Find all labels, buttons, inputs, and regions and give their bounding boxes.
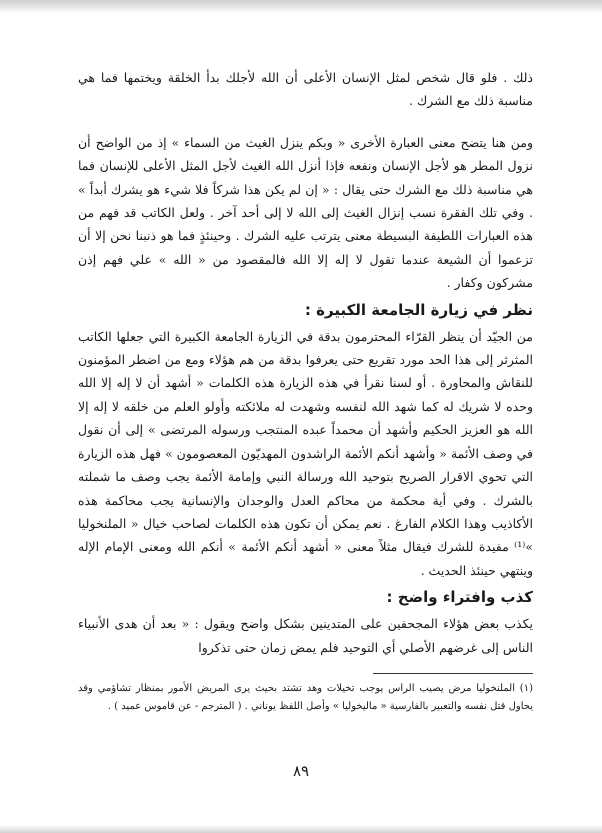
footnote: (١) الملنخوليا مرض يصيب الراس يوجب تخيلات وهد تشتد بحيث يرى المريض الأمور بمنظار تشاؤمي وقد يحاول قتل نفسه والتعبير بالفارسية « ماليخوليا » وأصل اللفظ يوناني . ( المترجم - عن قاموس عميد ) . <box>78 682 533 712</box>
section-heading-ziyara: نظر في زيارة الجامعة الكبيرة : <box>304 300 533 319</box>
footnote-divider <box>373 673 533 674</box>
section2-paragraph: يكذب بعض هؤلاء المجحفين على المتدينين بشكل واضح ويقول : « بعد أن هدى الأنبياء الناس إلى غرضهم الأصلي أي التوحيد فلم يمض زمان حتى تذكروا <box>78 616 533 655</box>
paragraph-gap <box>78 113 533 131</box>
intro-paragraph: ذلك . فلو قال شخص لمثل الإنسان الأعلى أن الله لأجلك بدأ الخلقة ويختمها فما هي مناسبة ذلك مع الشرك . <box>78 70 533 109</box>
page-top-shadow <box>0 0 602 14</box>
main-paragraph: ومن هنا يتضح معنى العبارة الأخرى « وبكم ينزل الغيث من السماء » إذ من الواضح أن نزول المطر هو لأجل الإنسان ونفعه فإذا أنزل الله الغيث لأجل المثل الأعلى للإنسان فما هي مناسبة ذلك مع الشرك حتى يقال : « إن لم يكن هذا شركاً فلا شيء هو يشرك أبداً » . وفي تلك الفقرة نسب إنزال الغيث إلى الله لا إلى أحد آخر . ولعل الكاتب قد فهم من هذه العبارات اللطيفة البسيطة معنى يترتب عليه الشرك . وحينئذٍ فما هو ذنبنا نحن إلا أن تزعموا أن الشيعة عندما تقول لا إله إلا الله فالمقصود من « الله » علي فهم إذن مشركون وكفار . <box>78 134 533 291</box>
section1-paragraph: من الجيّد أن ينظر القرّاء المحترمون بدقة في الزيارة الجامعة الكبيرة التي جعلها الكاتب المثرثر إلى هذا الحد مورد تقريع حتى يعرفوا بدقة من هم هؤلاء ومع من اضطر المؤمنون للنقاش والمحاورة . أو لسنا نقرأ في هذه الزيارة هذه الكلمات « أشهد أن لا إله إلا الله وحده لا شريك له كما شهد الله لنفسه وشهدت له ملائكته وأولو العلم من خلقه لا إله إلا الله هو العزيز الحكيم وأشهد أن محمداً عبده المنتجب ورسوله المرتضى » إلى أن نقول في وصف الأئمة « وأشهد أنكم الأئمة الراشدون المهديّون المعصومون » فهل هذه الزيارة التي تحوي الاقرار الصريح بتوحيد الله ورسالة النبي وإمامة الأئمة يجب وصف ما شملته بالشرك . وفي أية محكمة من محاكم العدل والوجدان والإنسانية يجب محاكمة هذه الأكاذيب وهذا الكلام الفارغ . نعم يمكن أن تكون هذه الكلمات لصاحب خيال « الملنخوليا »⁽¹⁾ مفيدة للشرك فيقال مثلاً معنى « أشهد أنكم الأئمة » أنكم الله ومعنى الإمام الإله وينتهي حينئذ الحديث . <box>78 328 533 578</box>
page-bottom-shadow <box>0 825 602 833</box>
page-body <box>78 66 533 716</box>
section-heading-lie: كذب وافتراء واضح : <box>386 588 533 607</box>
page-number: ٨٩ <box>292 762 310 780</box>
